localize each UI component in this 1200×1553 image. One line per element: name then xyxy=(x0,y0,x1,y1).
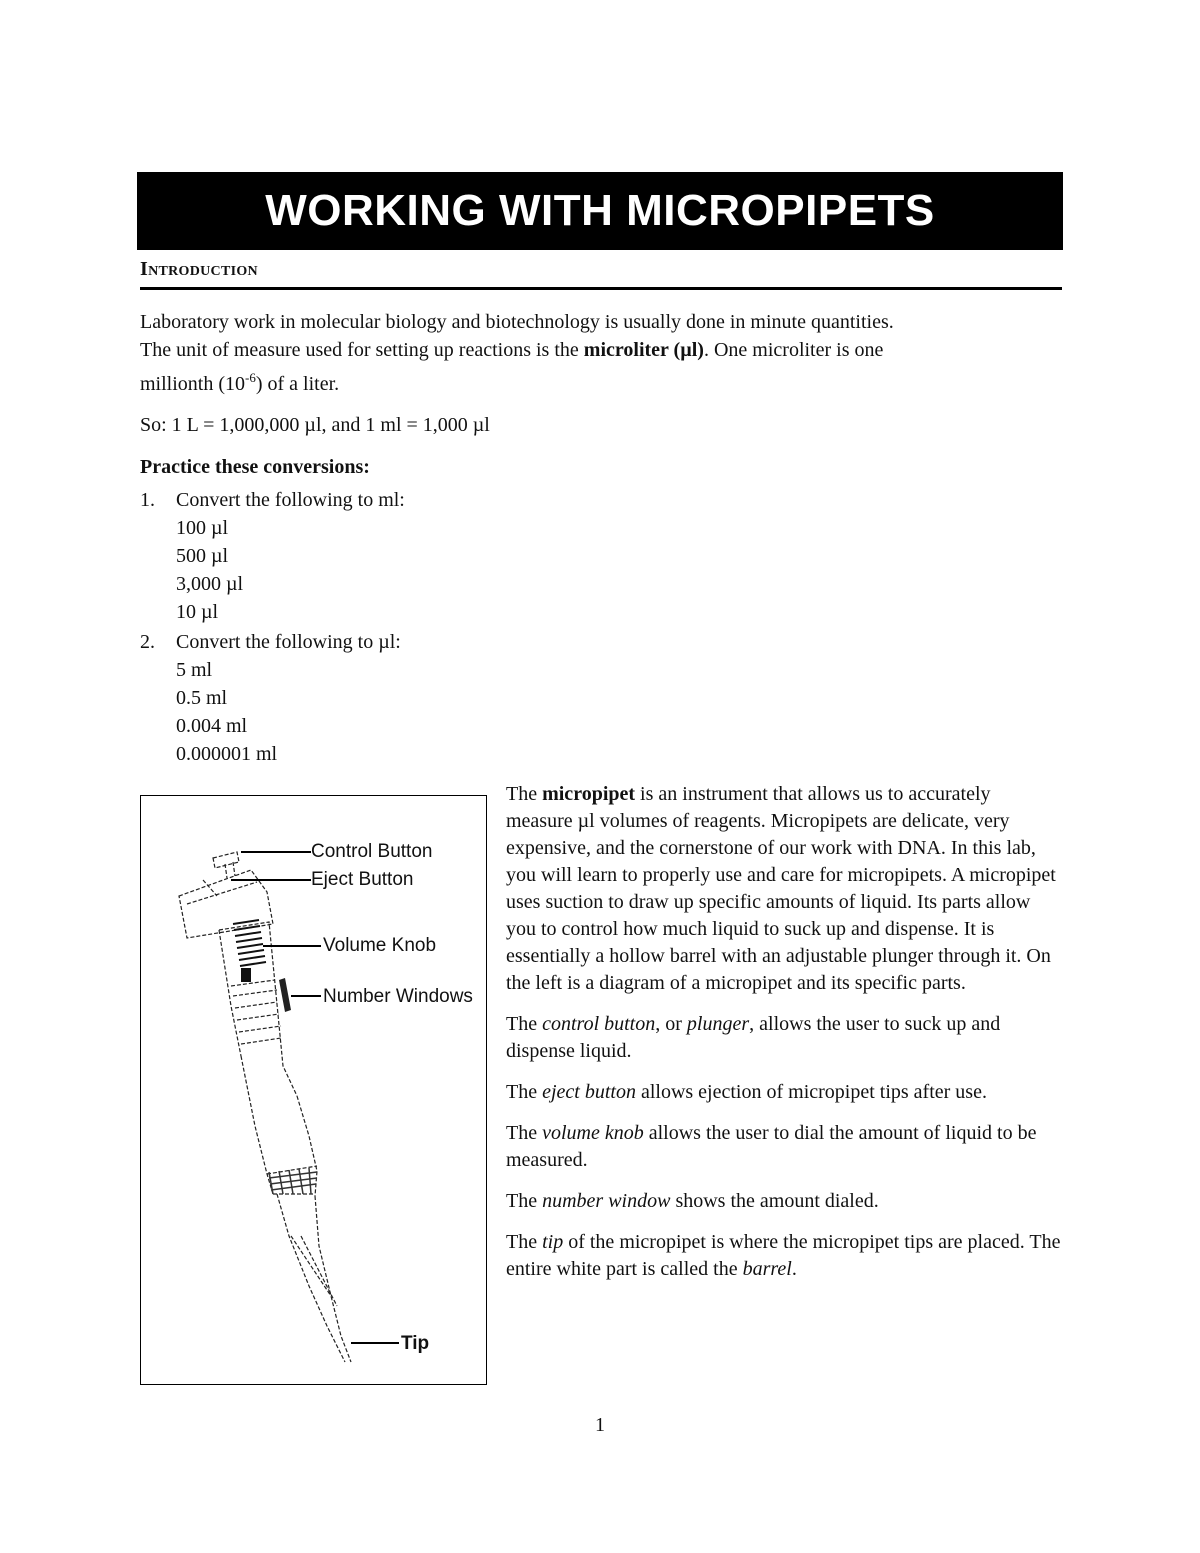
sub-item: 3,000 µl xyxy=(176,573,244,595)
intro-sentence-1: Laboratory work in molecular biology and biotechnology is usually done in minute quantities. xyxy=(140,311,894,333)
list-item-1 xyxy=(140,486,405,514)
intro-sentence-2: The unit of measure used for setting up reactions is the xyxy=(140,339,584,361)
control-button-label: Control Button xyxy=(311,841,433,862)
list-item-label: Convert the following to µl: xyxy=(176,631,401,653)
sub-item: 5 ml xyxy=(176,659,213,681)
microliter-term: microliter (µl) xyxy=(583,339,704,361)
eject-button-label: Eject Button xyxy=(311,869,414,890)
section-rule xyxy=(140,287,1062,290)
number-windows-label: Number Windows xyxy=(323,986,473,1007)
intro-sentence-2-end: . One microliter is one xyxy=(703,339,884,361)
tip-label: Tip xyxy=(401,1333,430,1354)
sub-item: 0.004 ml xyxy=(176,715,248,737)
conversion-list xyxy=(140,486,405,768)
list-number: 2. xyxy=(140,631,155,653)
micropipet-term: micropipet xyxy=(542,783,636,805)
conversion-line: So: 1 L = 1,000,000 µl, and 1 ml = 1,000 µl xyxy=(140,414,490,436)
exponent: -6 xyxy=(245,370,256,385)
section-heading: Introduction xyxy=(140,258,258,280)
list-item-label: Convert the following to ml: xyxy=(176,489,405,511)
micropipet-diagram xyxy=(140,795,487,1385)
sub-item: 10 µl xyxy=(176,601,219,623)
intro-sentence-3-end: ) of a liter. xyxy=(255,373,340,395)
volume-knob-paragraph: The volume knob allows the user to dial the amount of liquid to be measured. xyxy=(506,1122,1037,1171)
sub-item: 0.5 ml xyxy=(176,687,228,709)
practice-heading: Practice these conversions: xyxy=(140,456,370,478)
micropipet-description xyxy=(506,781,1062,1297)
sub-item: 100 µl xyxy=(176,517,229,539)
volume-knob-label: Volume Knob xyxy=(323,935,437,956)
tip-paragraph: The tip of the micropipet is where the micropipet tips are placed. The entire white part is called the barrel. xyxy=(506,1231,1061,1280)
intro-paragraph xyxy=(140,308,1060,398)
list-number: 1. xyxy=(140,489,155,511)
page-title: WORKING WITH MICROPIPETS xyxy=(137,172,1063,250)
sub-item: 0.000001 ml xyxy=(176,743,278,765)
eject-button-paragraph: The eject button allows ejection of micropipet tips after use. xyxy=(506,1081,987,1103)
list-item-2 xyxy=(140,628,405,656)
description-paragraph: The micropipet is an instrument that allows us to accurately measure µl volumes of reagents. Micropipets are delicate, very expensive, and the cornerstone of our work with DNA. In this lab, you will learn to properly use and care for micropipets. A micropipet uses suction to draw up specific amounts of liquid. Its parts allow you to control how much liquid to suck up and dispense. It is essentially a hollow barrel with an adjustable plunger through it. On the left is a diagram of a micropipet and its specific parts. xyxy=(506,783,1056,994)
intro-sentence-3: millionth (10 xyxy=(140,373,245,395)
sub-item: 500 µl xyxy=(176,545,229,567)
page-number: 1 xyxy=(595,1414,605,1436)
control-button-paragraph: The control button, or plunger, allows the user to suck up and dispense liquid. xyxy=(506,1013,1001,1062)
number-window-paragraph: The number window shows the amount dialed. xyxy=(506,1190,879,1212)
